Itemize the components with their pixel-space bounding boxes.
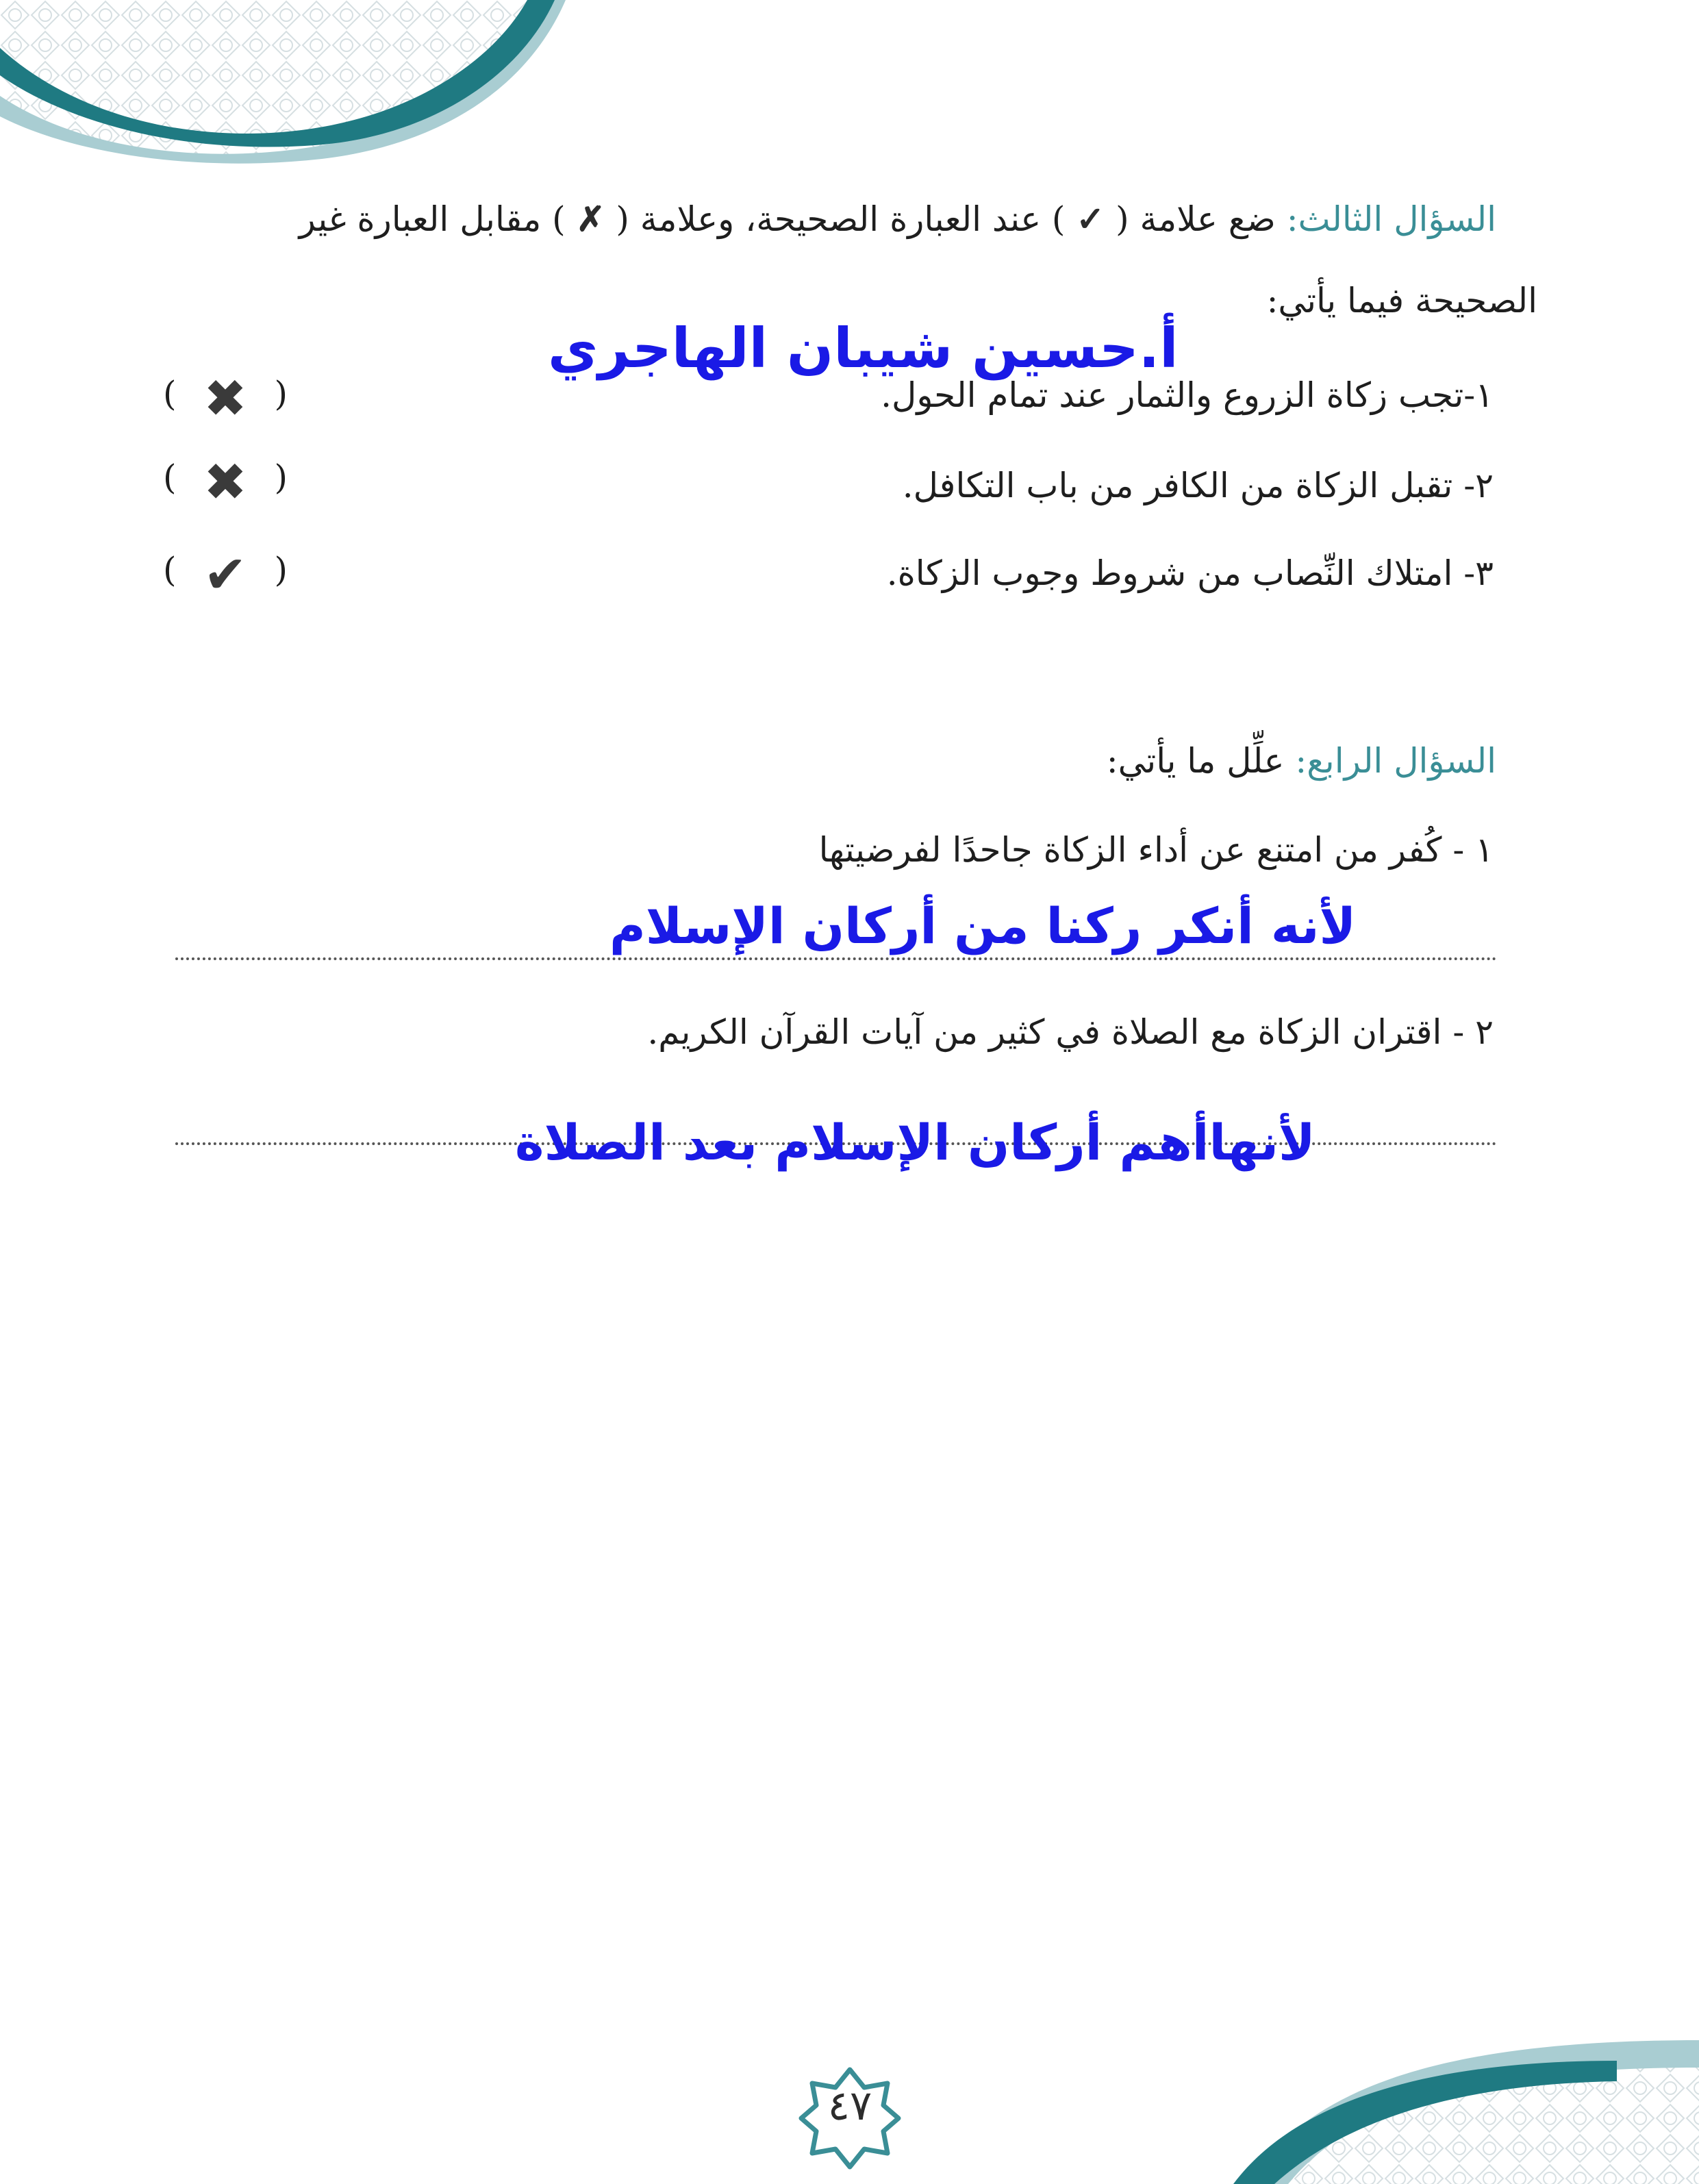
cross-mark-icon: ✗ (576, 199, 605, 239)
cross-icon: ✖ (203, 367, 247, 429)
cross-icon: ✖ (203, 451, 247, 512)
instruction-text-1: ضع علامة ( (1116, 199, 1276, 239)
footer-decoration (1233, 2013, 1699, 2184)
paren-open: ( (163, 374, 177, 414)
paren-open: ( (163, 550, 177, 590)
question3-heading: السؤال الثالث: (1286, 199, 1496, 239)
question4-answer-1: لأنه أنكر ركنا من أركان الإسلام (609, 897, 1357, 955)
page-number: ٤٧ (827, 2082, 872, 2130)
paren-close: ) (274, 457, 288, 497)
answer-box-1 (163, 368, 288, 430)
question3-item-3: ٣- امتلاك النِّصاب من شروط وجوب الزكاة. (886, 553, 1494, 593)
check-mark-icon: ✓ (1076, 199, 1105, 239)
check-icon: ✔ (203, 543, 247, 605)
question4-instruction-text: علِّل ما يأتي: (1106, 741, 1285, 781)
answer-box-2 (163, 452, 288, 514)
question4-instruction (1107, 741, 1496, 781)
question3-instruction (299, 199, 1496, 239)
question4-heading: السؤال الرابع: (1295, 741, 1496, 781)
question3-instruction-line2: الصحيحة فيما يأتي: (1266, 281, 1537, 321)
answer-line-1 (175, 957, 1497, 960)
question4-item-1: ١ - كُفر من امتنع عن أداء الزكاة جاحدًا لفرضيتها (818, 830, 1494, 870)
paren-close: ) (274, 374, 288, 414)
question4-answer-2: لأنهاأهم أركان الإسلام بعد الصلاة (515, 1114, 1316, 1171)
paren-open: ( (163, 457, 177, 497)
question3-item-1: ١-تجب زكاة الزروع والثمار عند تمام الحول. (881, 375, 1494, 415)
teacher-name: أ.حسين شيبان الهاجري (548, 316, 1179, 380)
paren-close: ) (274, 550, 288, 590)
instruction-text-3: ) مقابل العبارة غير (299, 199, 566, 239)
instruction-text-2: ) عند العبارة الصحيحة، وعلامة ( (616, 199, 1066, 239)
question3-item-2: ٢- تقبل الزكاة من الكافر من باب التكافل. (902, 466, 1494, 505)
answer-box-3 (163, 544, 288, 606)
question4-item-2: ٢ - اقتران الزكاة مع الصلاة في كثير من آيات القرآن الكريم. (647, 1012, 1494, 1052)
header-decoration (0, 0, 575, 164)
